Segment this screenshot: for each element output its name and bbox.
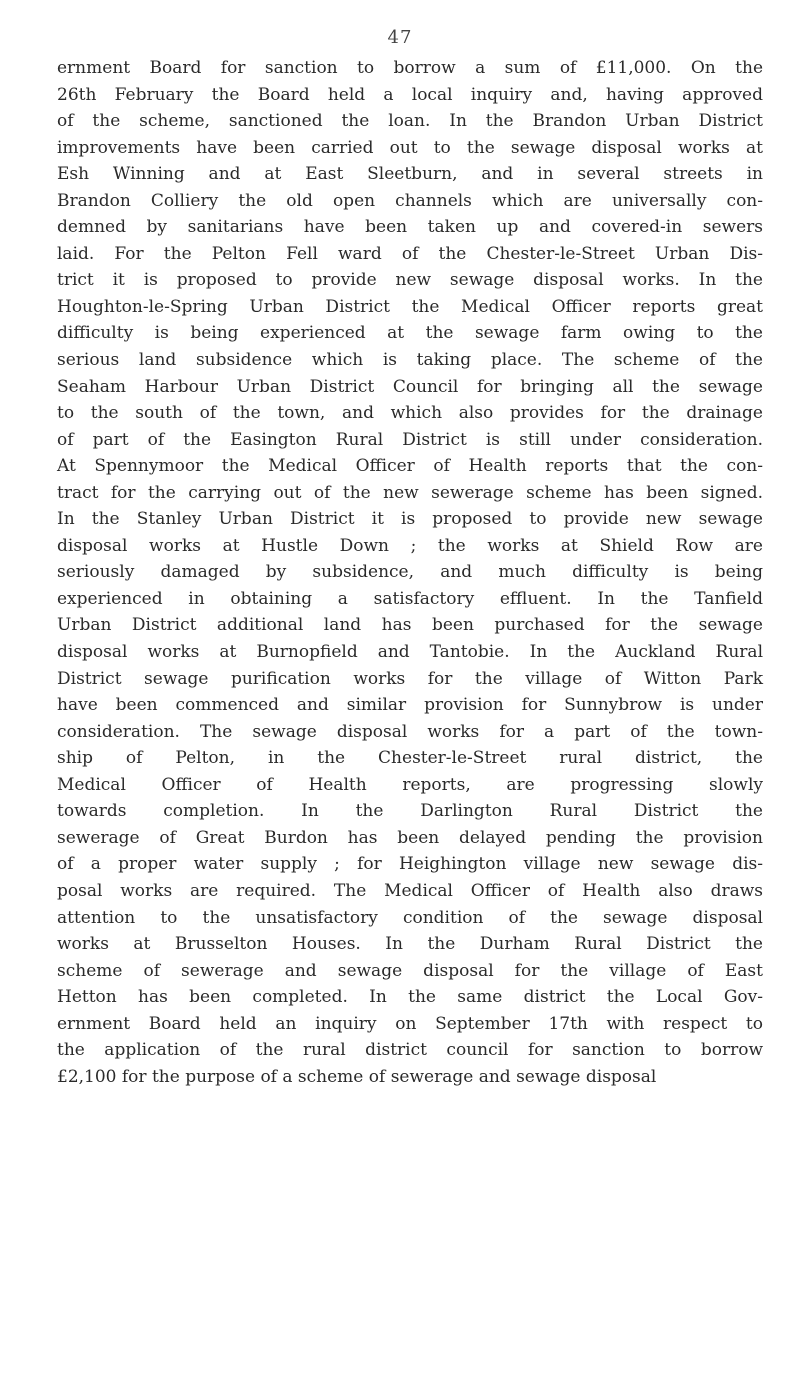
text-line: have been commenced and similar provision for Sunnybrow is under xyxy=(57,695,763,716)
body-text xyxy=(57,55,763,1090)
text-line: scheme of sewerage and sewage disposal for the village of East xyxy=(57,960,763,981)
text-line: Brandon Colliery the old open channels which are universally con- xyxy=(57,190,763,211)
text-line: towards completion. In the Darlington Rural District the xyxy=(57,801,763,822)
text-line: Houghton-le-Spring Urban District the Medical Officer reports great xyxy=(57,296,763,317)
text-line: disposal works at Burnopfield and Tantobie. In the Auckland Rural xyxy=(57,642,763,663)
text-line: seriously damaged by subsidence, and much difficulty is being xyxy=(57,562,763,583)
page-number: 47 xyxy=(387,27,413,48)
text-line: improvements have been carried out to the sewage disposal works at xyxy=(57,137,763,158)
text-line: ernment Board for sanction to borrow a sum of £11,000. On the xyxy=(57,58,763,78)
text-line: tract for the carrying out of the new sewerage scheme has been signed. xyxy=(57,482,763,503)
text-line: Hetton has been completed. In the same district the Local Gov- xyxy=(57,987,763,1008)
text-line: Urban District additional land has been purchased for the sewage xyxy=(57,615,763,636)
text-line: ship of Pelton, in the Chester-le-Street rural district, the xyxy=(57,748,763,769)
text-line: £2,100 for the purpose of a scheme of sewerage and sewage disposal xyxy=(57,1066,657,1087)
text-line: consideration. The sewage disposal works for a part of the town- xyxy=(57,721,763,742)
text-line: trict it is proposed to provide new sewage disposal works. In the xyxy=(57,270,763,291)
text-line: of part of the Easington Rural District is still under consideration. xyxy=(57,429,763,450)
text-line: serious land subsidence which is taking place. The scheme of the xyxy=(57,350,763,371)
text-line: attention to the unsatisfactory condition of the sewage disposal xyxy=(57,907,763,928)
text-line: of a proper water supply ; for Heighington village new sewage dis- xyxy=(57,854,763,875)
text-line: Seaham Harbour Urban District Council for bringing all the sewage xyxy=(57,376,763,397)
text-line: In the Stanley Urban District it is proposed to provide new sewage xyxy=(57,509,763,530)
text-line: the application of the rural district council for sanction to borrow xyxy=(57,1040,763,1061)
text-line: Esh Winning and at East Sleetburn, and in several streets in xyxy=(57,164,763,185)
text-line: experienced in obtaining a satisfactory effluent. In the Tanfield xyxy=(57,588,763,609)
text-line: disposal works at Hustle Down ; the works at Shield Row are xyxy=(57,535,763,556)
text-line: laid. For the Pelton Fell ward of the Chester-le-Street Urban Dis- xyxy=(57,243,763,264)
text-line: At Spennymoor the Medical Officer of Health reports that the con- xyxy=(57,456,763,477)
text-line: ernment Board held an inquiry on September 17th with respect to xyxy=(57,1013,763,1034)
text-line: 26th February the Board held a local inquiry and, having approved xyxy=(57,84,763,105)
text-line: demned by sanitarians have been taken up and covered-in sewers xyxy=(57,217,763,238)
text-line: posal works are required. The Medical Officer of Health also draws xyxy=(57,880,763,901)
text-line: sewerage of Great Burdon has been delayed pending the provision xyxy=(57,827,763,848)
text-line: to the south of the town, and which also provides for the drainage xyxy=(57,403,763,424)
text-line: of the scheme, sanctioned the loan. In the Brandon Urban District xyxy=(57,111,763,132)
text-line: difficulty is being experienced at the sewage farm owing to the xyxy=(57,323,763,344)
text-line: District sewage purification works for the village of Witton Park xyxy=(57,668,763,689)
text-line: Medical Officer of Health reports, are progressing slowly xyxy=(57,774,763,795)
text-line: works at Brusselton Houses. In the Durham Rural District the xyxy=(57,934,763,955)
